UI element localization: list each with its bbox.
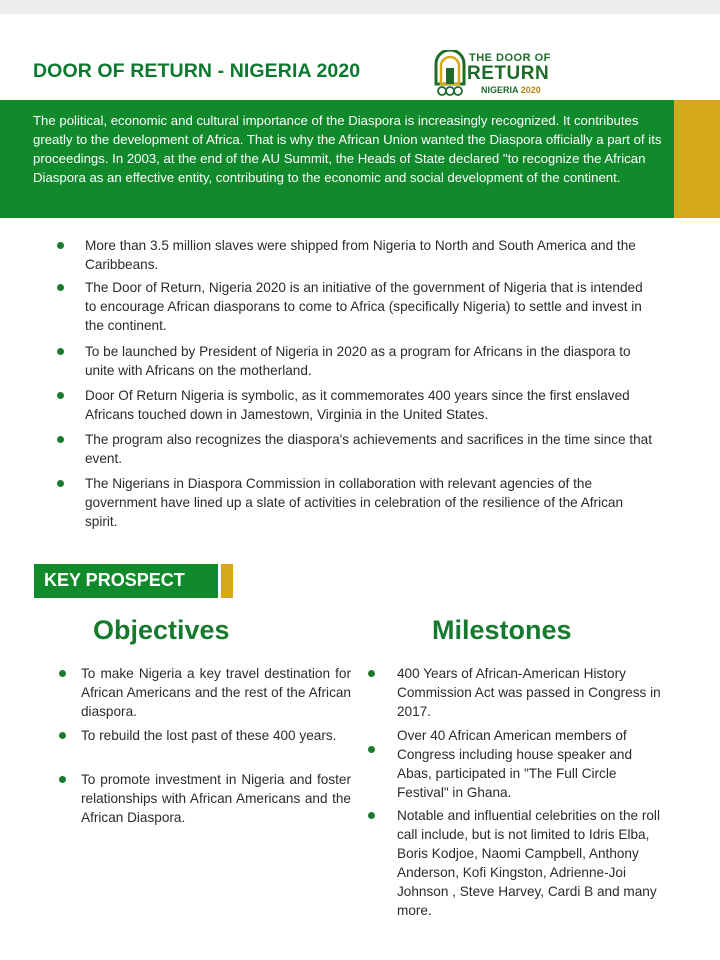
milestones-heading: Milestones xyxy=(432,615,572,645)
logo-line2: RETURN xyxy=(467,63,550,84)
objective-text: To rebuild the lost past of these 400 years. xyxy=(81,728,337,743)
objective-item xyxy=(81,726,351,745)
logo-country: NIGERIA xyxy=(481,85,519,95)
bullet-icon xyxy=(57,348,64,355)
bullet-icon xyxy=(57,242,64,249)
list-item xyxy=(85,278,653,335)
door-arch-icon xyxy=(433,50,467,98)
key-prospect-banner xyxy=(34,564,218,598)
list-item xyxy=(85,386,653,424)
bullet-text: To be launched by President of Nigeria in 2020 as a program for Africans in the diaspora to unite with Africans on the motherland. xyxy=(85,344,631,378)
milestone-item xyxy=(397,664,667,721)
page-title: DOOR OF RETURN - NIGERIA 2020 xyxy=(33,60,361,82)
bullet-icon xyxy=(368,812,375,819)
bullet-icon xyxy=(57,284,64,291)
intro-text: The political, economic and cultural importance of the Diaspora is increasingly recognized. It contributes greatly to the development of Africa. That is why the African Union wanted the Diaspora officially a part of its proceedings. In 2003, at the end of the AU Summit, the Heads of State declared "to recognize the African Diaspora as an effective entity, contributing to the economic and social development of the continent. xyxy=(33,113,662,185)
key-prospect-label: KEY PROSPECT xyxy=(44,570,185,590)
top-bar xyxy=(0,0,720,14)
bullet-text: More than 3.5 million slaves were shipped from Nigeria to North and South America and the Caribbeans. xyxy=(85,238,636,272)
bullet-icon xyxy=(368,746,375,753)
bullet-text: The Nigerians in Diaspora Commission in collaboration with relevant agencies of the government have lined up a slate of activities in celebration of the resilience of the African spirit. xyxy=(85,476,624,529)
list-item xyxy=(85,236,653,274)
key-prospect-accent xyxy=(221,564,233,598)
intro-banner xyxy=(0,100,674,218)
logo-year: 2020 xyxy=(520,85,541,95)
milestone-text: 400 Years of African-American History Commission Act was passed in Congress in 2017. xyxy=(397,666,661,719)
objectives-heading: Objectives xyxy=(93,615,230,645)
bullet-icon xyxy=(57,480,64,487)
bullet-icon xyxy=(59,732,66,739)
bullet-icon xyxy=(59,670,66,677)
bullet-text: The Door of Return, Nigeria 2020 is an initiative of the government of Nigeria that is intended to encourage African diasporans to come to Africa (specifically Nigeria) to settle and invest in the continent. xyxy=(85,280,643,333)
logo-line3 xyxy=(481,85,541,95)
milestone-item xyxy=(397,806,667,920)
list-item xyxy=(85,474,653,531)
objective-text: To make Nigeria a key travel destination for African Americans and the rest of the African diaspora. xyxy=(81,666,351,719)
logo-line1: THE DOOR OF xyxy=(469,52,551,64)
bullet-text: The program also recognizes the diaspora's achievements and sacrifices in the time since that event. xyxy=(85,432,653,466)
objective-item xyxy=(81,664,351,721)
bullet-icon xyxy=(57,392,64,399)
bullet-text: Door Of Return Nigeria is symbolic, as it commemorates 400 years since the first enslaved Africans touched down in Jamestown, Virginia in the United States. xyxy=(85,388,630,422)
bullet-icon xyxy=(57,436,64,443)
milestone-item xyxy=(397,726,667,802)
objective-text: To promote investment in Nigeria and foster relationships with African Americans and the African Diaspora. xyxy=(81,772,351,825)
bullet-icon xyxy=(368,670,375,677)
objective-item xyxy=(81,770,351,827)
milestone-text: Notable and influential celebrities on the roll call include, but is not limited to Idris Elba, Boris Kodjoe, Naomi Campbell, Anthony Anderson, Kofi Kingston, Adrienne-Joi Johnson , Steve Harvey, Cardi B and many more. xyxy=(397,808,660,918)
list-item xyxy=(85,430,653,468)
list-item xyxy=(85,342,653,380)
door-of-return-logo xyxy=(433,50,573,100)
milestone-text: Over 40 African American members of Congress including house speaker and Abas, participated in "The Full Circle Festival" in Ghana. xyxy=(397,728,633,800)
intro-accent-bar xyxy=(674,100,720,218)
bullet-icon xyxy=(59,776,66,783)
